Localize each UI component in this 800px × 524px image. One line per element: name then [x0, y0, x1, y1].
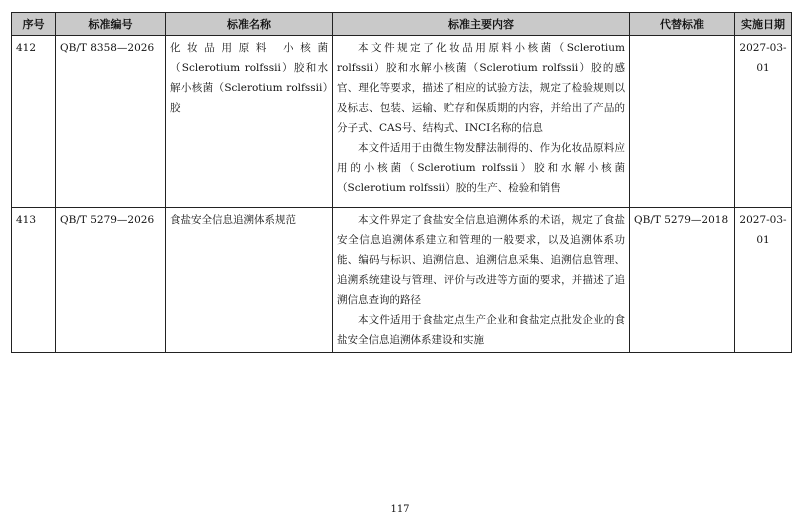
- row-seq: 412: [12, 36, 56, 208]
- content-paragraph: 本文件规定了化妆品用原料小核菌（Sclerotium rolfssii）胶和水解小核菌（Sclerotium rolfssii）胶的感官、理化等要求，描述了相应的试验方法，规定了检验规则以及标志、包装、运输、贮存和保质期的内容，并给出了产品的分子式、CAS号、结构式、INCI名称的信息: [337, 42, 625, 134]
- page-number: 117: [390, 504, 410, 515]
- row-name: 食盐安全信息追溯体系规范: [166, 208, 333, 353]
- row-date: 2027-03-01: [735, 208, 792, 353]
- header-date: 实施日期: [735, 13, 792, 36]
- row-replaces: [630, 36, 735, 208]
- row-replaces: QB/T 5279—2018: [630, 208, 735, 353]
- row-seq: 413: [12, 208, 56, 353]
- content-paragraph: 本文件适用于由微生物发酵法制得的、作为化妆品原料应用的小核菌（Sclerotium rolfssii）胶和水解小核菌（Sclerotium rolfssii）胶的生产、检验和销售: [337, 142, 625, 194]
- row-content: [333, 208, 630, 353]
- row-content: [333, 36, 630, 208]
- table-row: [12, 208, 792, 353]
- header-replaces: 代替标准: [630, 13, 735, 36]
- header-seq: 序号: [12, 13, 56, 36]
- table-header-row: [12, 13, 792, 36]
- header-name: 标准名称: [166, 13, 333, 36]
- row-name: 化妆品用原料 小核菌（Sclerotium rolfssii）胶和水解小核菌（Sclerotium rolfssii）胶: [166, 36, 333, 208]
- header-code: 标准编号: [56, 13, 166, 36]
- row-date: 2027-03-01: [735, 36, 792, 208]
- standards-table: [11, 12, 792, 353]
- row-code: QB/T 5279—2026: [56, 208, 166, 353]
- table-row: [12, 36, 792, 208]
- content-paragraph: 本文件适用于食盐定点生产企业和食盐定点批发企业的食盐安全信息追溯体系建设和实施: [337, 314, 625, 346]
- header-content: 标准主要内容: [333, 13, 630, 36]
- content-paragraph: 本文件界定了食盐安全信息追溯体系的术语，规定了食盐安全信息追溯体系建立和管理的一般要求，以及追溯体系功能、编码与标识、追溯信息、追溯信息采集、追溯信息管理、追溯系统建设与管理、评价与改进等方面的要求，并描述了追溯信息查询的路径: [337, 214, 625, 306]
- row-code: QB/T 8358—2026: [56, 36, 166, 208]
